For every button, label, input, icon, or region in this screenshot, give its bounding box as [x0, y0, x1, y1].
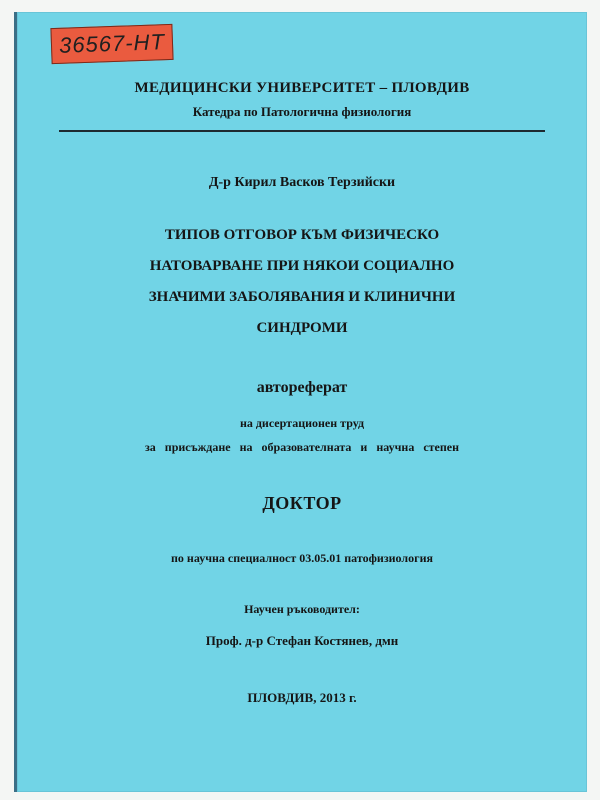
cover-page [14, 12, 587, 792]
inventory-stamp: 36567-НТ [50, 24, 173, 64]
university-name: МЕДИЦИНСКИ УНИВЕРСИТЕТ – ПЛОВДИВ [134, 80, 470, 96]
award-text: за присъждане на образователната и научна степен [144, 440, 460, 454]
supervisor-label: Научен ръководител: [244, 602, 360, 616]
title-line: НАТОВАРВАНЕ ПРИ НЯКОИ СОЦИАЛНО [149, 258, 455, 274]
title-line: ЗНАЧИМИ ЗАБОЛЯВАНИЯ И КЛИНИЧНИ [148, 289, 456, 305]
supervisor-name: Проф. д-р Стефан Костянев, дмн [205, 633, 399, 648]
title-line: СИНДРОМИ [256, 320, 348, 336]
department-name: Катедра по Патологична физиология [192, 104, 412, 119]
degree-title: ДОКТОР [262, 493, 342, 513]
header-divider [59, 130, 545, 132]
specialty-text: по научна специалност 03.05.01 патофизиология [171, 551, 433, 565]
title-line: ТИПОВ ОТГОВОР КЪМ ФИЗИЧЕСКО [164, 227, 440, 243]
author-name: Д-р Кирил Васков Терзийски [208, 175, 396, 190]
place-and-year: ПЛОВДИВ, 2013 г. [247, 690, 357, 705]
abstract-label: автореферат [256, 379, 348, 396]
dissertation-text: на дисертационен труд [239, 416, 365, 430]
dissertation-title [17, 220, 587, 344]
